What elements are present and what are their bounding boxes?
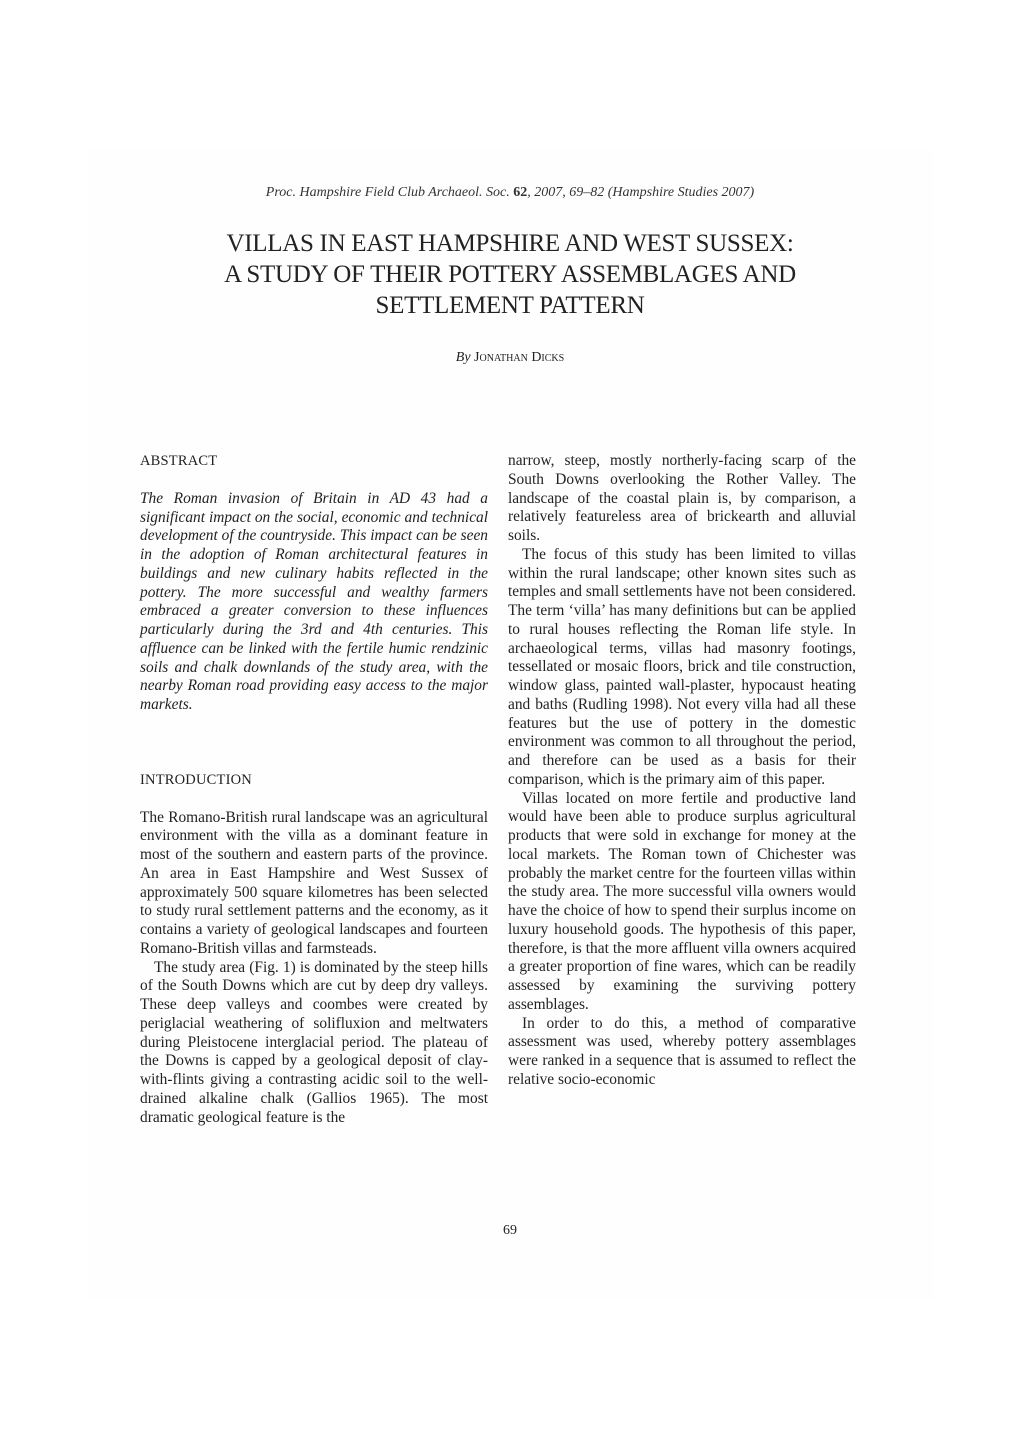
article-title — [0, 228, 1020, 321]
abstract-text: The Roman invasion of Britain in AD 43 had a significant impact on the social, economic and technical development of the countryside. This impact can be seen in the adoption of Roman architectural features in buildings and new culinary habits reflected in the pottery. The more successful and wealthy farmers embraced a greater conversion to these influences particularly during the 3rd and 4th centuries. This affluence can be linked with the fertile humic rendzinic soils and chalk downlands of the study area, with the nearby Roman road providing easy access to the major markets. — [140, 489, 488, 713]
byline — [0, 350, 1020, 366]
running-head — [0, 185, 1020, 201]
paragraph: narrow, steep, mostly northerly-facing scarp of the South Downs overlooking the Rother Valley. The landscape of the coastal plain is, by comparison, a relatively featureless area of brickearth and alluvial soils. — [508, 452, 856, 544]
title-line: SETTLEMENT PATTERN — [375, 292, 645, 319]
page-number: 69 — [503, 1223, 517, 1238]
left-column — [140, 452, 488, 1127]
paragraph: The Romano-British rural landscape was an agricultural environment with the villa as a dominant feature in most of the southern and eastern parts of the province. An area in East Hampshire and West Sussex of approximately 500 square kilometres has been selected to study rural settlement patterns and the economy, as it contains a variety of geological landscapes and fourteen Romano-British villas and farmsteads. — [140, 808, 488, 957]
author-name: Jonathan Dicks — [474, 350, 565, 365]
introduction-heading: INTRODUCTION — [140, 771, 252, 788]
paragraph: In order to do this, a method of comparative assessment was used, whereby pottery assemblages were ranked in a sequence that is assumed to reflect the relative socio-economic — [508, 1014, 856, 1088]
journal-name: Proc. Hampshire Field Club Archaeol. Soc. — [265, 185, 510, 200]
byline-prefix: By — [455, 350, 471, 365]
paragraph: Villas located on more fertile and productive land would have been able to produce surplus agricultural products that were sold in exchange for money at the local markets. The Roman town of Chichester was probably the market centre for the fourteen villas within the study area. The more successful villa owners would have the choice of how to spend their surplus income on luxury household goods. The hypothesis of this paper, therefore, is that the more affluent villa owners acquired a greater proportion of fine wares, which can be readily assessed by examining the surviving pottery assemblages. — [508, 789, 856, 1013]
citation-details: , 2007, 69–82 (Hampshire Studies 2007) — [527, 185, 755, 200]
right-column — [508, 452, 856, 1090]
abstract-heading: ABSTRACT — [140, 453, 218, 469]
paragraph: The study area (Fig. 1) is dominated by the steep hills of the South Downs which are cut by deep dry valleys. These deep valleys and coombes were created by periglacial weathering of solifluxion and meltwaters during Pleistocene interglacial period. The plateau of the Downs is capped by a geological deposit of clay-with-flints giving a contrasting acidic soil to the well-drained alkaline chalk (Gallios 1965). The most dramatic geological feature is the — [140, 958, 488, 1126]
title-line: VILLAS IN EAST HAMPSHIRE AND WEST SUSSEX: — [226, 230, 794, 257]
paragraph: The focus of this study has been limited to villas within the rural landscape; other known sites such as temples and small settlements have not been considered. The term ‘villa’ has many definitions but can be applied to rural houses reflecting the Roman life style. In archaeological terms, villas had masonry footings, tessellated or mosaic floors, brick and tile construction, window glass, painted wall-plaster, hypocaust heating and baths (Rudling 1998). Not every villa had all these features but the use of pottery in the domestic environment was common to all throughout the period, and therefore can be used as a basis for their comparison, which is the primary aim of this paper. — [508, 545, 856, 788]
volume-number: 62 — [513, 185, 528, 200]
title-line: A STUDY OF THEIR POTTERY ASSEMBLAGES AND — [224, 261, 796, 288]
